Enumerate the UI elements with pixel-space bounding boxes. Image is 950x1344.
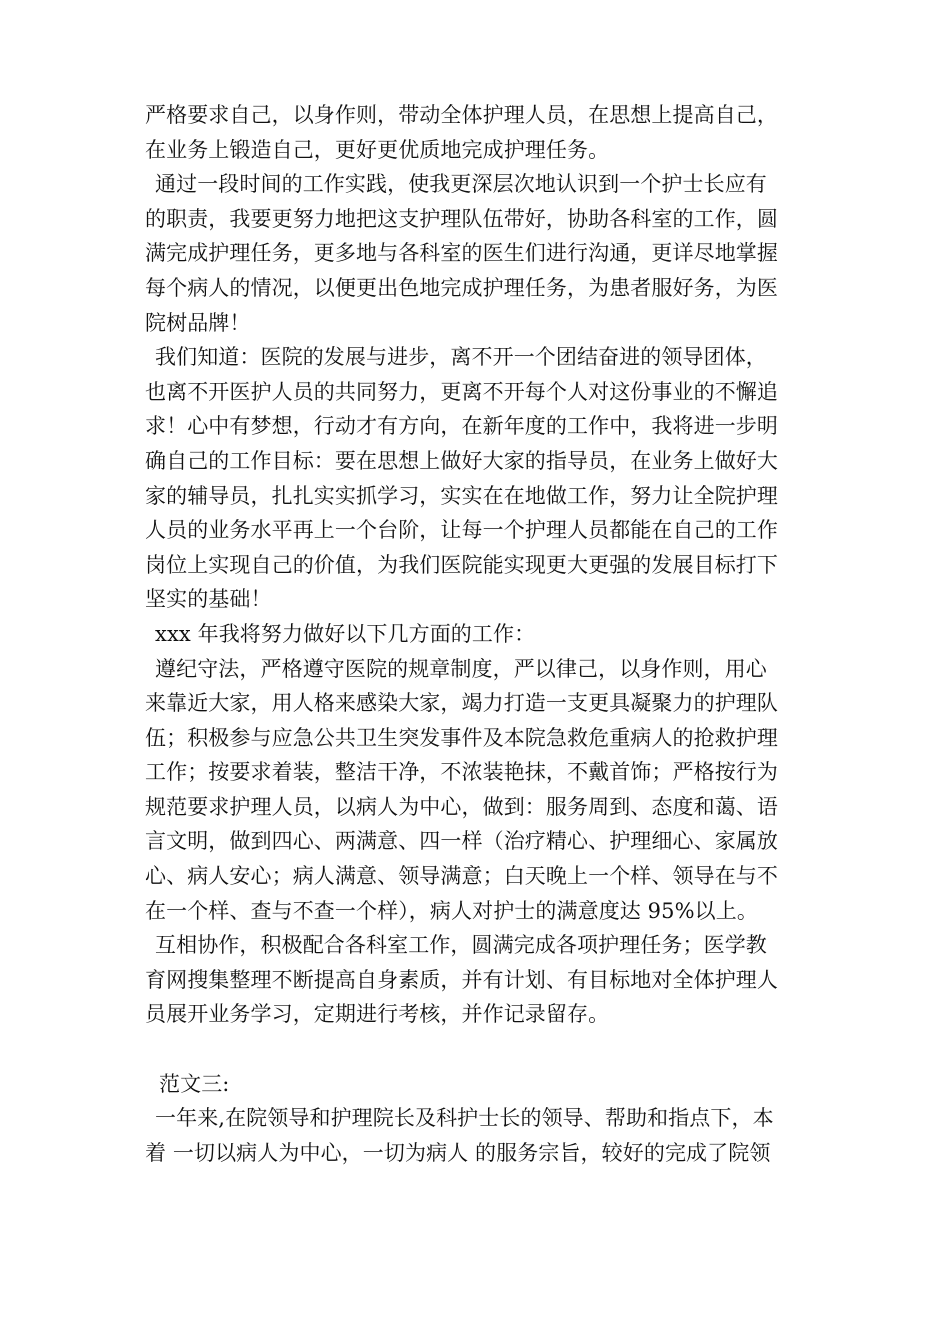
text-line: 也离不开医护人员的共同努力，更离不开每个人对这份事业的不懈追 — [145, 379, 778, 404]
text-line: 着 一切以病人为中心，一切为病人 的服务宗旨，较好的完成了院领 — [145, 1140, 771, 1165]
text-line: 互相协作，积极配合各科室工作，圆满完成各项护理任务；医学教 — [155, 933, 767, 958]
text-line: 来靠近大家，用人格来感染大家，竭力打造一支更具凝聚力的护理队 — [145, 691, 778, 716]
paragraph-6 — [145, 928, 825, 1032]
text-line: 家的辅导员，扎扎实实抓学习，实实在在地做工作，努力让全院护理 — [145, 483, 778, 508]
blank-line — [145, 1032, 825, 1067]
text-line: 坚实的基础！ — [145, 587, 272, 612]
text-line: 每个病人的情况，以便更出色地完成护理任务，为患者服好务，为医 — [145, 275, 778, 300]
text-line: 在业务上锻造自己，更好更优质地完成护理任务。 — [145, 137, 610, 162]
section-heading: 范文三: — [159, 1071, 230, 1096]
text-line: 院树品牌！ — [145, 310, 251, 335]
paragraph-4 — [145, 617, 825, 652]
text-line: 员展开业务学习，定期进行考核，并作记录留存。 — [145, 1002, 610, 1027]
paragraph-5 — [145, 652, 825, 929]
text-line: 通过一段时间的工作实践，使我更深层次地认识到一个护士长应有 — [155, 172, 767, 197]
text-line: 言文明，做到四心、两满意、四一样（治疗精心、护理细心、家属放 — [145, 829, 778, 854]
text-line: 遵纪守法，严格遵守医院的规章制度，严以律己，以身作则，用心 — [155, 656, 767, 681]
text-line: 伍；积极参与应急公共卫生突发事件及本院急救危重病人的抢救护理 — [145, 725, 778, 750]
text-line: 在一个样、查与不查一个样），病人对护士的满意度达 95%以上。 — [145, 898, 758, 923]
text-line: 的职责，我要更努力地把这支护理队伍带好，协助各科室的工作，圆 — [145, 206, 778, 231]
paragraph-7 — [145, 1101, 825, 1170]
text-line: 我们知道：医院的发展与进步，离不开一个团结奋进的领导团体， — [155, 345, 767, 370]
text-line: 岗位上实现自己的价值，为我们医院能实现更大更强的发展目标打下 — [145, 552, 778, 577]
text-line: 严格要求自己，以身作则，带动全体护理人员，在思想上提高自己， — [145, 103, 778, 127]
paragraph-2 — [145, 167, 825, 340]
paragraph-3 — [145, 340, 825, 617]
text-line: 规范要求护理人员，以病人为中心，做到：服务周到、态度和蔼、语 — [145, 794, 778, 819]
text-line: 人员的业务水平再上一个台阶，让每一个护理人员都能在自己的工作 — [145, 518, 778, 543]
text-line: 工作；按要求着装，整洁干净，不浓装艳抹，不戴首饰；严格按行为 — [145, 760, 778, 785]
text-line: 心、病人安心；病人满意、领导满意；白天晚上一个样、领导在与不 — [145, 864, 778, 889]
text-line: 求！心中有梦想，行动才有方向，在新年度的工作中，我将进一步明 — [145, 414, 778, 439]
paragraph-1 — [145, 98, 825, 167]
text-line: 满完成护理任务，更多地与各科室的医生们进行沟通，更详尽地掌握 — [145, 241, 778, 266]
document-page — [145, 98, 825, 1170]
text-line: 育网搜集整理不断提高自身素质，并有计划、有目标地对全体护理人 — [145, 967, 778, 992]
text-line: 确自己的工作目标：要在思想上做好大家的指导员，在业务上做好大 — [145, 448, 778, 473]
text-line: 一年来,在院领导和护理院长及科护士长的领导、帮助和指点下，本 — [155, 1106, 774, 1131]
text-line: xxx 年我将努力做好以下几方面的工作： — [155, 621, 536, 646]
